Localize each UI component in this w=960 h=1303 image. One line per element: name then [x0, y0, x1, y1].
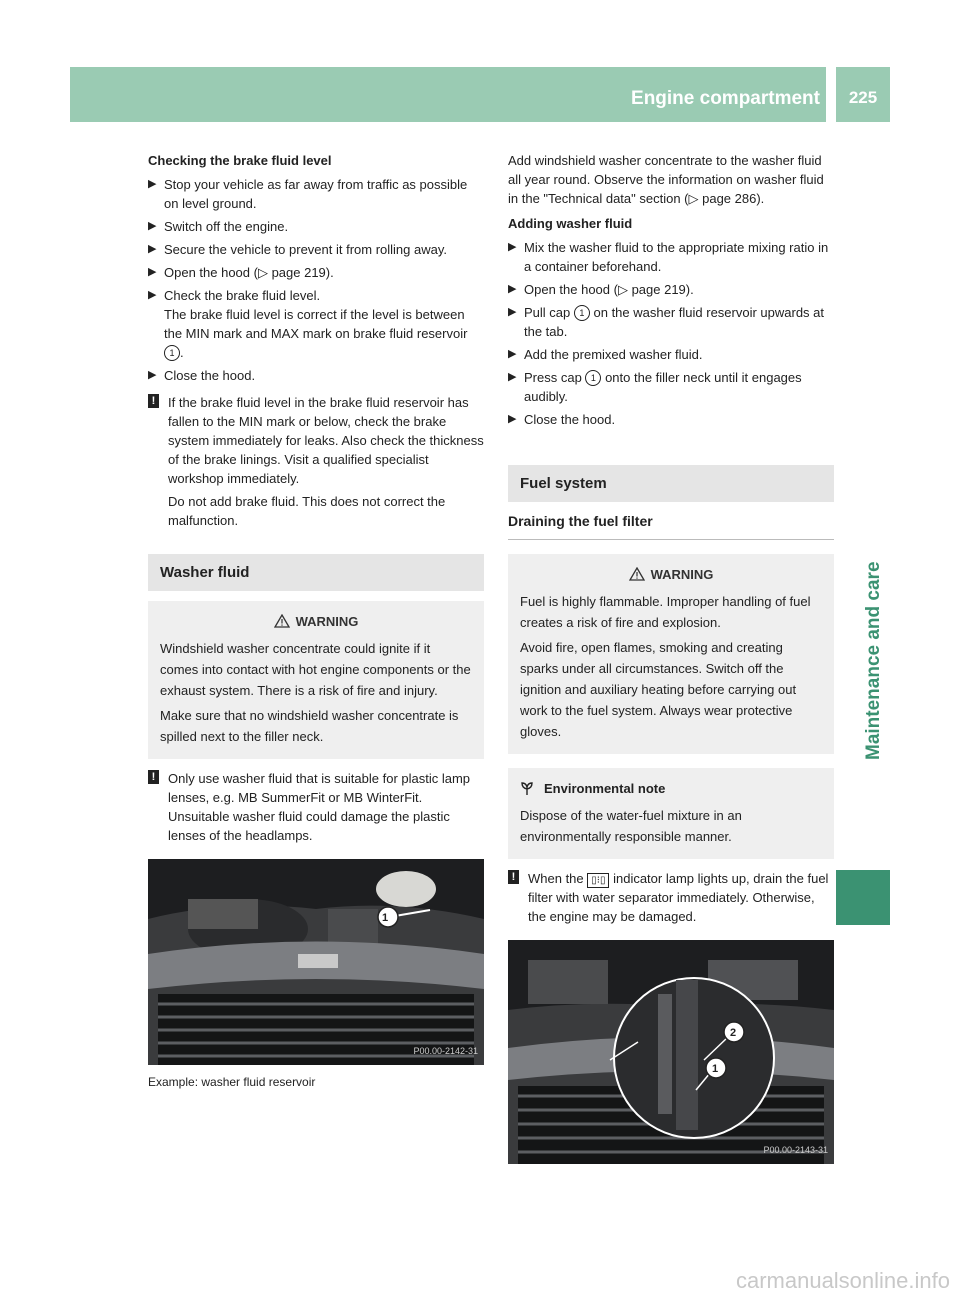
- warning-head: [520, 564, 822, 585]
- adding-step-text: onto the filler neck until it engages audibly.: [524, 370, 802, 404]
- step-arrow-icon: ▶: [508, 371, 517, 383]
- engine-photo-illustration: [148, 859, 484, 1065]
- water-in-fuel-indicator-icon: ▯⁝▯: [587, 873, 609, 888]
- warning-title: WARNING: [295, 614, 359, 629]
- warning-triangle-icon: [629, 567, 645, 581]
- warning-title: WARNING: [650, 567, 714, 582]
- brake-close-text: Close the hood.: [164, 368, 256, 383]
- left-column: [148, 151, 484, 1092]
- fuel-note-text: indicator lamp lights up, drain the fuel filter with water separator immediately. Otherwise, the engine may be damaged.: [528, 871, 829, 924]
- adding-heading: Adding washer fluid: [508, 216, 633, 231]
- step-arrow-icon: ▶: [508, 413, 517, 425]
- washer-intro: Add windshield washer concentrate to the washer fluid all year round. Observe the information on washer fluid in the "Technical data" section (▷ page 286).: [508, 153, 824, 206]
- leaf-icon: [520, 780, 534, 796]
- brake-step-text: Stop your vehicle as far away from traffic as possible on level ground.: [164, 177, 468, 211]
- section-title: Engine compartment: [631, 88, 820, 109]
- adding-step-text: Add the premixed washer fluid.: [524, 347, 703, 362]
- adding-step: [508, 410, 834, 429]
- notice-icon: !: [148, 394, 159, 408]
- step-arrow-icon: ▶: [148, 369, 157, 381]
- photo-caption: Example: washer fluid reservoir: [148, 1075, 316, 1089]
- photo-callout-1: 1: [712, 1063, 719, 1075]
- photo-code: P00.00-2142-31: [413, 1046, 478, 1056]
- washer-warning-box: [148, 601, 484, 759]
- washer-warning-p1: Windshield washer concentrate could ignite if it comes into contact with hot engine components or the exhaust system. There is a risk of fire and injury.: [160, 641, 471, 698]
- washer-note: [148, 769, 484, 845]
- fuel-note: [508, 869, 834, 926]
- fuel-subheading: Draining the fuel filter: [508, 512, 834, 540]
- right-column: [508, 151, 834, 1164]
- fuel-section-heading: Fuel system: [508, 465, 834, 502]
- brake-result-text: The brake fluid level is correct if the level is between the MIN mark and MAX mark on brake fluid reservoir: [164, 307, 468, 341]
- brake-step: [148, 240, 484, 259]
- brake-result-end: .: [180, 345, 184, 360]
- step-arrow-icon: ▶: [508, 283, 517, 295]
- env-head: [520, 778, 822, 799]
- adding-step: [508, 345, 834, 364]
- environmental-note-box: [508, 768, 834, 859]
- adding-step-text: on the washer fluid reservoir upwards at the tab.: [524, 305, 825, 339]
- photo-callout-1: 1: [382, 912, 389, 924]
- header-divider: [826, 67, 836, 122]
- step-arrow-icon: ▶: [148, 289, 157, 301]
- fuel-warning-p1: Fuel is highly flammable. Improper handling of fuel creates a risk of fire and explosion.: [520, 594, 811, 630]
- env-title: Environmental note: [544, 781, 666, 796]
- fuel-filter-illustration: [508, 940, 834, 1164]
- brake-step: [148, 263, 484, 282]
- notice-icon: !: [148, 770, 159, 784]
- brake-note-p1: If the brake fluid level in the brake fluid reservoir has fallen to the MIN mark or below, check the brake system immediately for leaks. Also check the thickness of the brake linings. Visit a qualified specialist workshop immediately.: [168, 395, 484, 486]
- brake-note-p2: Do not add brake fluid. This does not correct the malfunction.: [168, 494, 446, 528]
- photo-callout-2: 2: [730, 1027, 737, 1039]
- fuel-note-text: When the: [528, 871, 584, 886]
- adding-step: [508, 303, 834, 341]
- washer-warning-p2: Make sure that no windshield washer concentrate is spilled next to the filler neck.: [160, 708, 459, 744]
- washer-note-text: Only use washer fluid that is suitable for plastic lamp lenses, e.g. MB SummerFit or MB WinterFit. Unsuitable washer fluid could damage the plastic lenses of the headlamps.: [168, 771, 471, 843]
- brake-step-text: Secure the vehicle to prevent it from rolling away.: [164, 242, 448, 257]
- fuel-warning-box: [508, 554, 834, 754]
- adding-step: [508, 280, 834, 299]
- step-arrow-icon: ▶: [148, 178, 157, 190]
- adding-step-text: Mix the washer fluid to the appropriate mixing ratio in a container beforehand.: [524, 240, 829, 274]
- adding-step-text: Open the hood (▷ page 219).: [524, 282, 694, 297]
- callout-1-icon: 1: [164, 345, 180, 361]
- step-arrow-icon: ▶: [508, 241, 517, 253]
- brake-step: [148, 366, 484, 385]
- watermark: carmanualsonline.info: [735, 1268, 950, 1293]
- callout-1-icon: 1: [585, 370, 601, 386]
- step-arrow-icon: ▶: [508, 348, 517, 360]
- step-arrow-icon: ▶: [148, 243, 157, 255]
- brake-heading: Checking the brake fluid level: [148, 153, 332, 168]
- page-number: 225: [848, 88, 878, 107]
- washer-section-heading: Washer fluid: [148, 554, 484, 591]
- side-tab-label: Maintenance and care: [863, 561, 884, 760]
- brake-step: [148, 286, 484, 362]
- fuel-warning-p2: Avoid fire, open flames, smoking and creating sparks under all circumstances. Switch off the ignition and auxiliary heating before carrying out work to the fuel system. Always wear protective gloves.: [520, 640, 797, 739]
- notice-icon: !: [508, 870, 519, 884]
- callout-1-icon: 1: [574, 305, 590, 321]
- adding-step-text: Press cap: [524, 370, 582, 385]
- step-arrow-icon: ▶: [148, 266, 157, 278]
- adding-step-text: Close the hood.: [524, 412, 616, 427]
- step-arrow-icon: ▶: [148, 220, 157, 232]
- env-text: Dispose of the water-fuel mixture in an environmentally responsible manner.: [520, 808, 742, 844]
- adding-step-text: Pull cap: [524, 305, 571, 320]
- brake-step-text: Switch off the engine.: [164, 219, 289, 234]
- warning-head: [160, 611, 472, 632]
- side-tab-block: [836, 870, 890, 925]
- fuel-filter-photo: [508, 940, 834, 1164]
- brake-step: [148, 175, 484, 213]
- brake-step: [148, 217, 484, 236]
- photo-code: P00.00-2143-31: [763, 1145, 828, 1155]
- brake-step-text: Open the hood (▷ page 219).: [164, 265, 334, 280]
- brake-step-text: Check the brake fluid level.: [164, 288, 321, 303]
- adding-step: [508, 368, 834, 406]
- adding-step: [508, 238, 834, 276]
- washer-reservoir-photo: [148, 859, 484, 1065]
- step-arrow-icon: ▶: [508, 306, 517, 318]
- brake-note: [148, 393, 484, 530]
- warning-triangle-icon: [274, 614, 290, 628]
